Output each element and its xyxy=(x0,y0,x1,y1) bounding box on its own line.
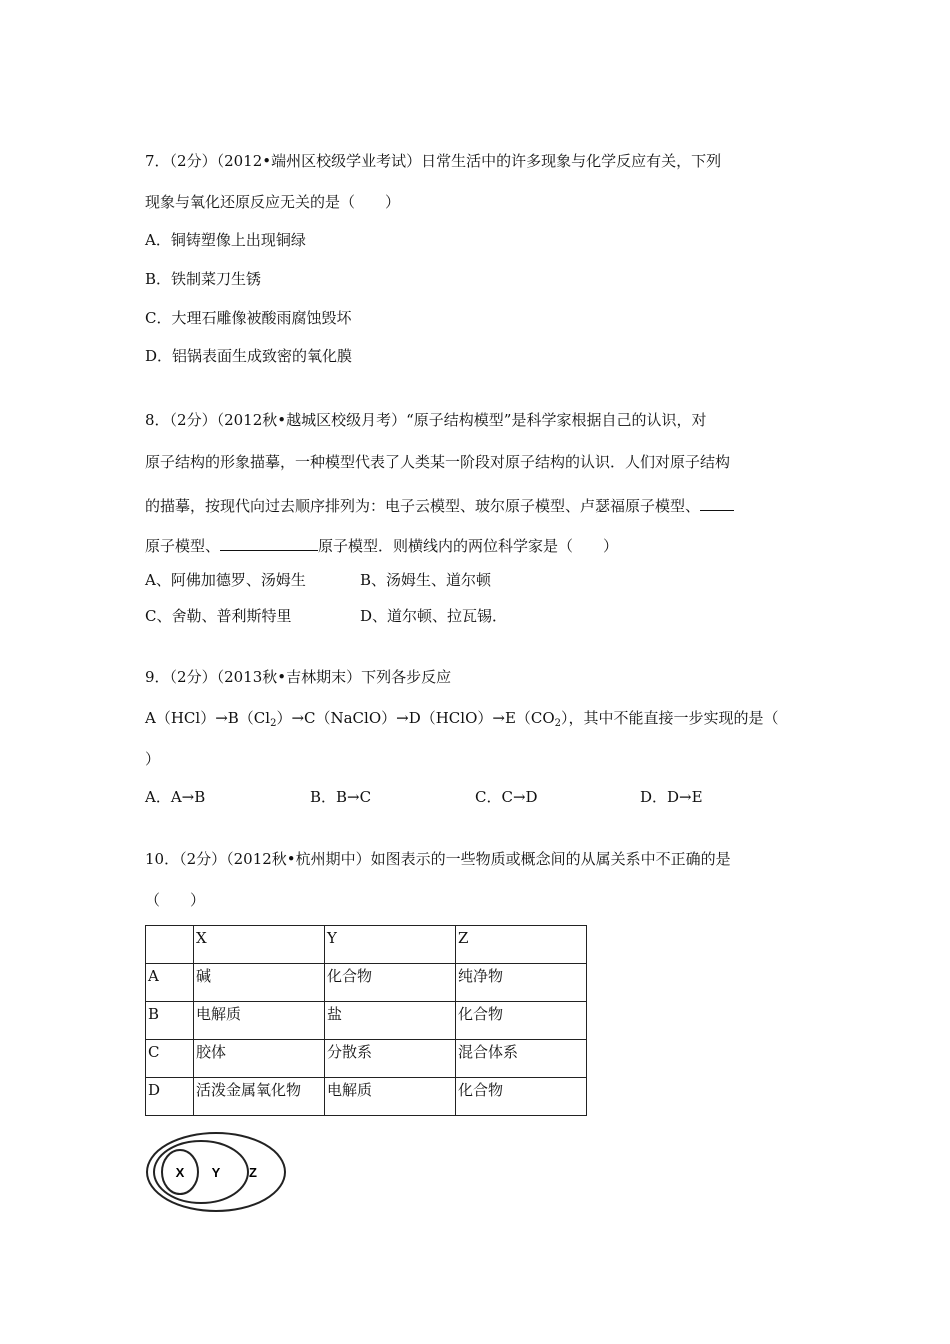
table-cell: 分散系 xyxy=(325,1040,456,1078)
q9-sub-2: 2 xyxy=(554,718,562,729)
table-cell: D xyxy=(146,1078,194,1116)
table-row xyxy=(146,964,587,1002)
table-row xyxy=(146,926,587,964)
q8-stem-line4 xyxy=(145,535,618,556)
q7-stem-line2: 现象与氧化还原反应无关的是（ ） xyxy=(145,193,401,211)
q9-chain-part3: ），其中不能直接一步实现的是（ xyxy=(561,709,779,727)
table-cell: 混合体系 xyxy=(456,1040,587,1078)
q7-option-d: D．铝锅表面生成致密的氧化膜 xyxy=(145,347,353,365)
q10-stem-line2: （ ） xyxy=(145,891,206,909)
venn-middle-ellipse xyxy=(154,1141,248,1203)
venn-label-x: X xyxy=(175,1165,185,1180)
venn-label-y: Y xyxy=(211,1165,221,1180)
q9-option-a: A．A→B xyxy=(145,788,206,806)
table-cell: 胶体 xyxy=(194,1040,325,1078)
q8-option-a: A、阿佛加德罗、汤姆生 xyxy=(145,571,306,589)
q9-chain-part2: ）→C（NaClO）→D（HClO）→E（CO xyxy=(276,709,555,727)
table-cell: B xyxy=(146,1002,194,1040)
venn-diagram xyxy=(145,1130,290,1215)
table-cell: 盐 xyxy=(325,1002,456,1040)
q8-blank-2 xyxy=(220,535,318,551)
q8-blank-1a xyxy=(700,495,734,511)
table-cell: 纯净物 xyxy=(456,964,587,1002)
q7-option-c: C．大理石雕像被酸雨腐蚀毁坏 xyxy=(145,309,352,327)
q9-reaction-chain xyxy=(145,708,779,734)
table-row xyxy=(146,1040,587,1078)
table-cell: 碱 xyxy=(194,964,325,1002)
q8-line4-text-a: 原子模型、 xyxy=(145,537,221,555)
table-cell: C xyxy=(146,1040,194,1078)
q8-options-row2 xyxy=(145,606,645,626)
q9-sub-1: 2 xyxy=(270,718,277,729)
table-cell: A xyxy=(146,964,194,1002)
table-cell: 活泼金属氧化物 xyxy=(194,1078,325,1116)
table-cell: 化合物 xyxy=(456,1078,587,1116)
venn-label-z: Z xyxy=(249,1165,257,1180)
table-cell: 化合物 xyxy=(456,1002,587,1040)
q9-stem-line1: 9．（2分）（2013秋•吉林期末）下列各步反应 xyxy=(145,668,452,686)
table-row xyxy=(146,1002,587,1040)
q9-stem-line3: ） xyxy=(145,750,161,768)
table-cell xyxy=(146,926,194,964)
q9-option-c: C．C→D xyxy=(475,788,538,806)
table-cell: 电解质 xyxy=(194,1002,325,1040)
q10-stem-line1: 10．（2分）（2012秋•杭州期中）如图表示的一些物质或概念间的从属关系中不正确的是 xyxy=(145,850,731,868)
table-cell: 化合物 xyxy=(325,964,456,1002)
q9-option-b: B．B→C xyxy=(310,788,372,806)
q8-option-b: B、汤姆生、道尔顿 xyxy=(360,571,492,589)
table-cell: 电解质 xyxy=(325,1078,456,1116)
q8-line4-text-b: 原子模型．则横线内的两位科学家是（ ） xyxy=(318,537,619,555)
q7-stem-line1: 7．（2分）（2012•端州区校级学业考试）日常生活中的许多现象与化学反应有关，下列 xyxy=(145,152,722,170)
table-cell: X xyxy=(194,926,325,964)
q10-options-table xyxy=(145,925,587,1116)
q8-line3-text: 的描摹，按现代向过去顺序排列为：电子云模型、玻尔原子模型、卢瑟福原子模型、 xyxy=(145,497,701,515)
q9-chain-part1: A（HCl）→B（Cl xyxy=(145,709,271,727)
table-row xyxy=(146,1078,587,1116)
table-cell: Z xyxy=(456,926,587,964)
q8-option-c: C、舍勒、普利斯特里 xyxy=(145,607,292,625)
table-cell: Y xyxy=(325,926,456,964)
q7-option-a: A．铜铸塑像上出现铜绿 xyxy=(145,231,306,249)
q8-stem-line3 xyxy=(145,495,734,516)
q8-stem-line1: 8．（2分）（2012秋•越城区校级月考）“原子结构模型”是科学家根据自己的认识，对 xyxy=(145,411,707,429)
q8-options-row1 xyxy=(145,570,645,590)
q8-stem-line2: 原子结构的形象描摹，一种模型代表了人类某一阶段对原子结构的认识．人们对原子结构 xyxy=(145,453,731,471)
q9-option-d: D．D→E xyxy=(640,788,703,806)
q7-option-b: B．铁制菜刀生锈 xyxy=(145,270,262,288)
q8-option-d: D、道尔顿、拉瓦锡． xyxy=(360,607,508,625)
